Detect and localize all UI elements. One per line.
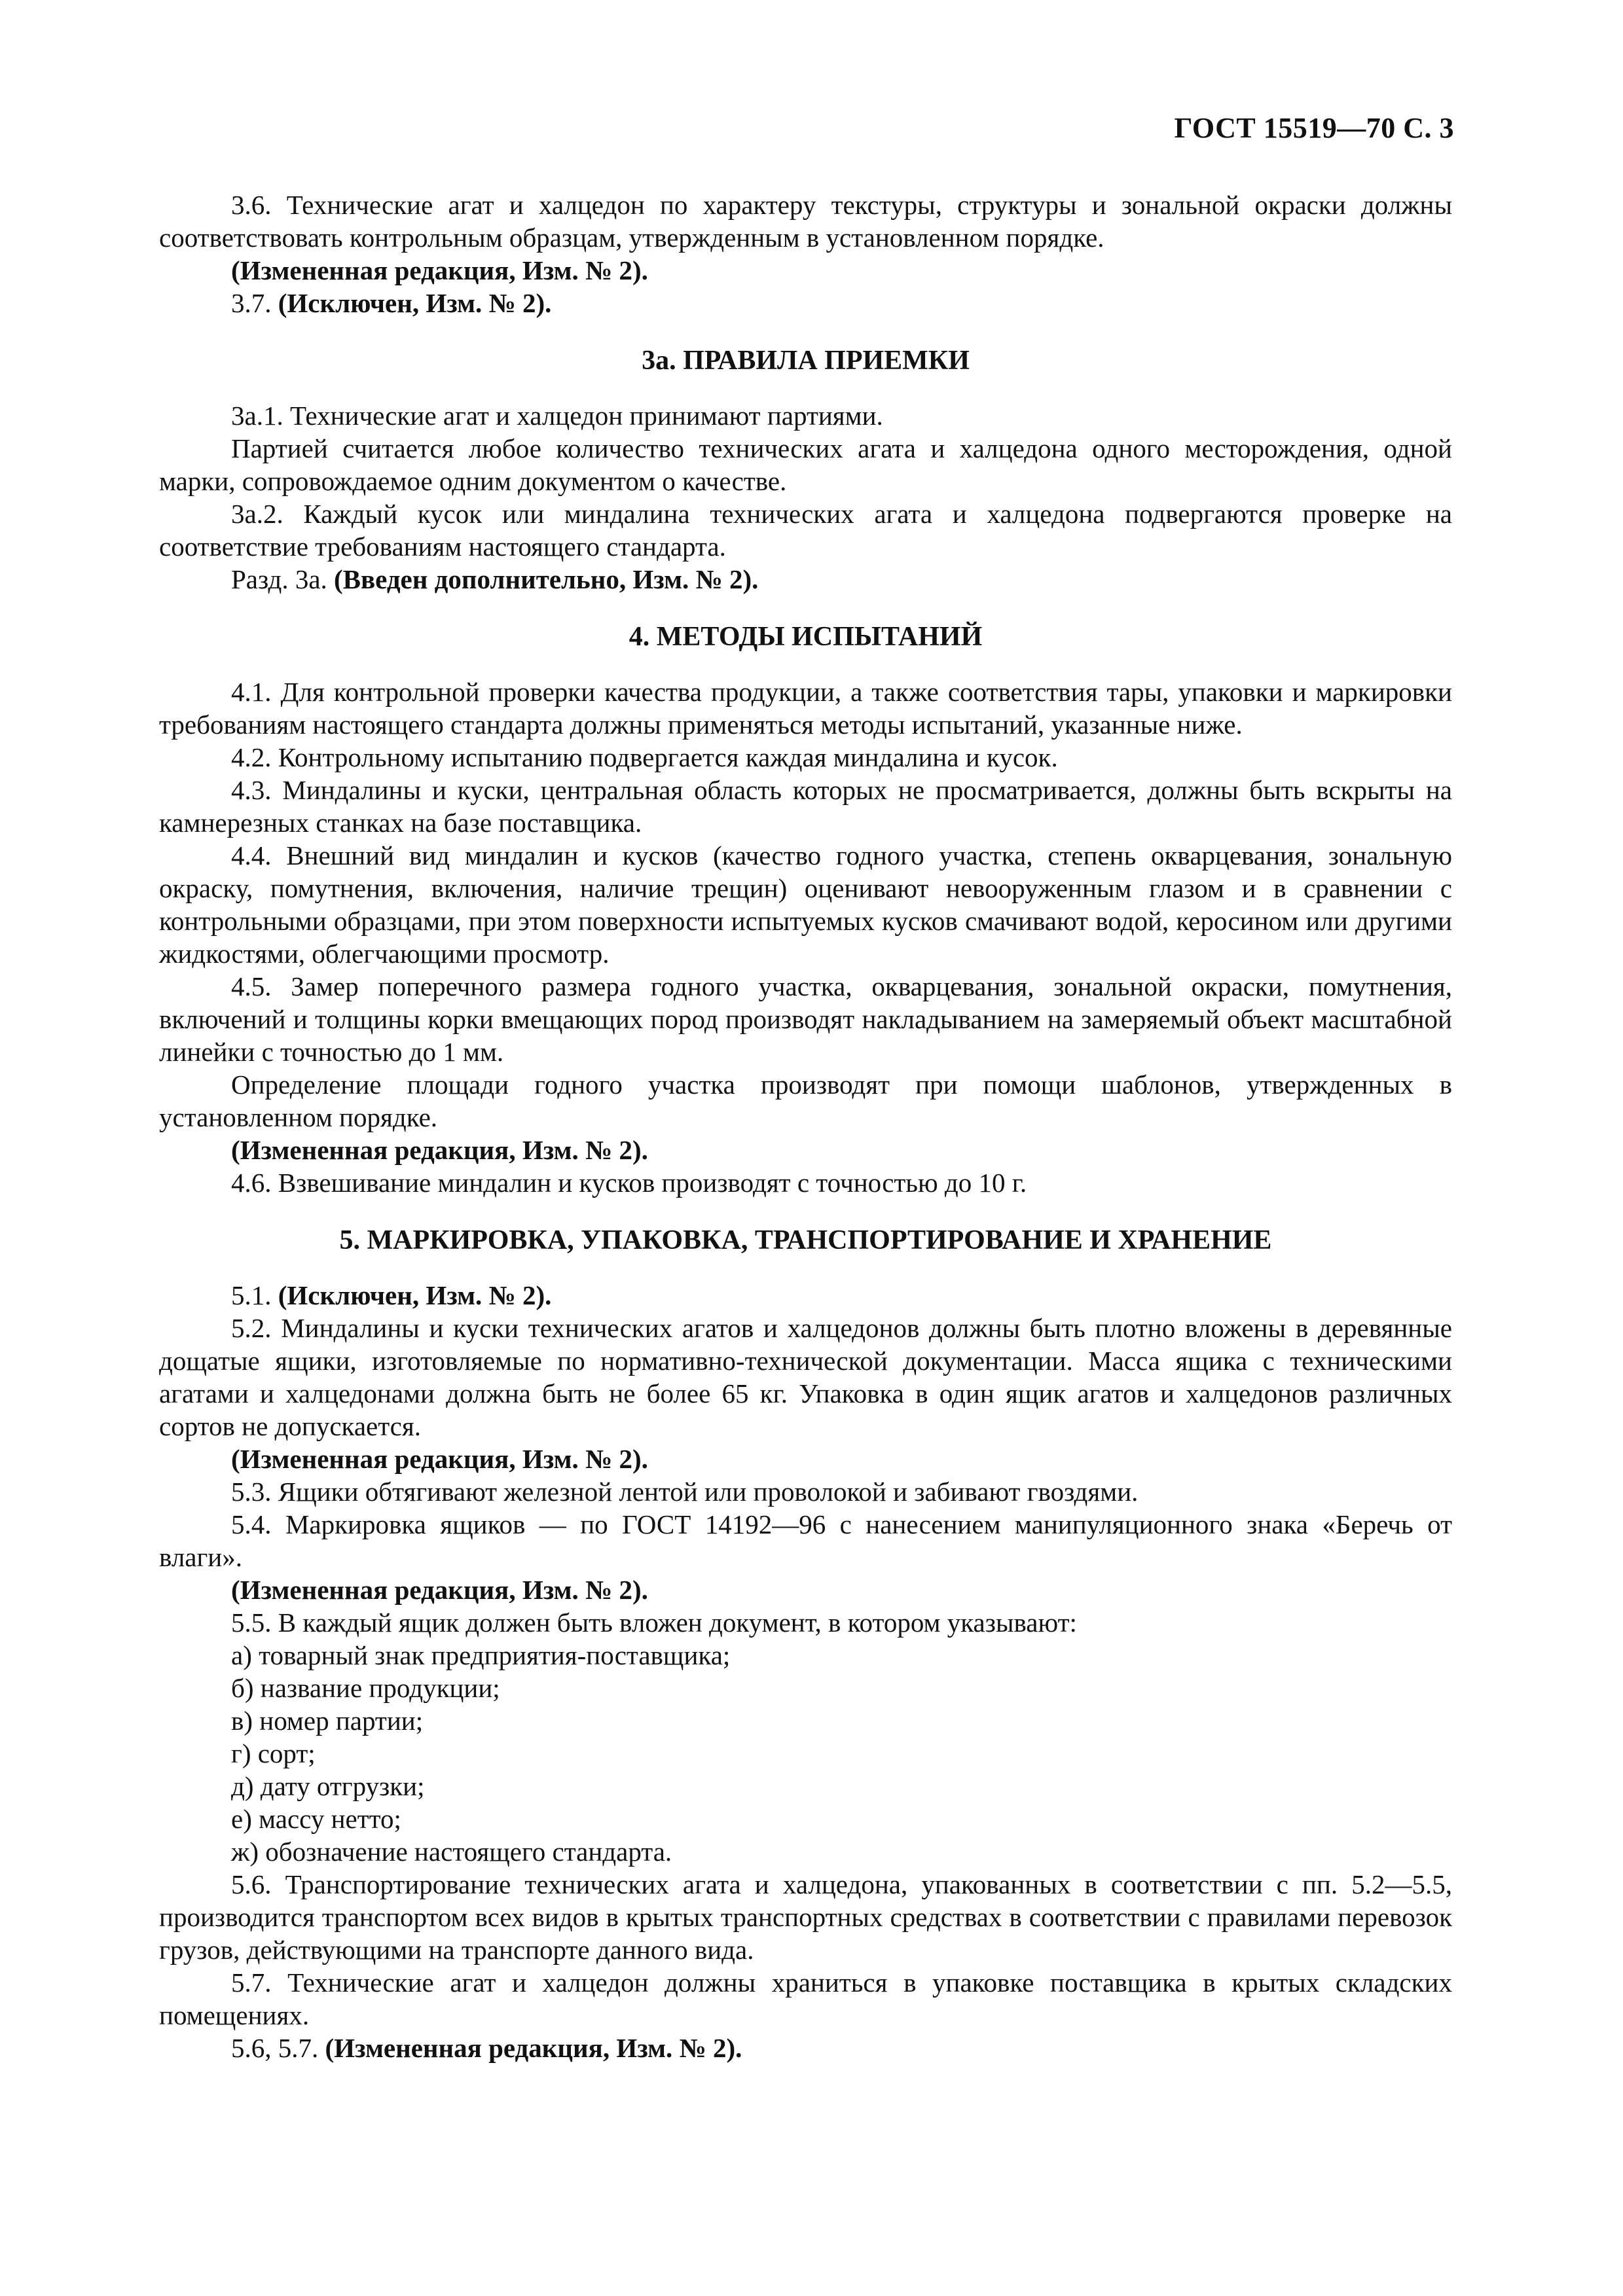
note-prefix: Разд. 3а. [231,564,335,594]
list-item: а) товарный знак предприятия-поставщика; [231,1640,731,1670]
clause-3-6: 3.6. Технические агат и халцедон по характеру текстуры, структуры и зональной окраски должны соответствовать контрольным образцам, утвержденным в установленном порядке. [159,190,1452,253]
clause-5-2: 5.2. Миндалины и куски технических агатов и халцедонов должны быть плотно вложены в деревянные дощатые ящики, изготовляемые по нормативно-технической документации. Масса ящика с техническими агатами и халцедонами должна быть не более 65 кг. Упаковка в один ящик агатов и халцедонов различных сортов не допускается. [159,1313,1452,1441]
section-heading-4: 4. МЕТОДЫ ИСПЫТАНИЙ [629,622,983,652]
amendment-note: (Измененная редакция, Изм. № 2). [325,2033,742,2063]
clause-number: 5.1. [231,1280,278,1310]
list-item: д) дату отгрузки; [231,1771,425,1801]
list-item: б) название продукции; [231,1673,500,1703]
clause-4-2: 4.2. Контрольному испытанию подвергается каждая миндалина и кусок. [231,742,1058,772]
list-item: г) сорт; [231,1738,316,1768]
amendment-note: (Измененная редакция, Изм. № 2). [231,1135,648,1165]
clause-4-3: 4.3. Миндалины и куски, центральная область которых не просматривается, должны быть вскрыты на камнерезных станках на базе поставщика. [159,775,1452,838]
clause-5-4: 5.4. Маркировка ящиков — по ГОСТ 14192—96 с нанесением манипуляционного знака «Беречь от влаги». [159,1509,1452,1572]
list-item: е) массу нетто; [231,1804,401,1834]
clause-5-1 [159,1279,1452,1312]
clause-4-4: 4.4. Внешний вид миндалин и кусков (качество годного участка, степень окварцевания, зональную окраску, помутнения, включения, наличие трещин) оценивают невооруженным глазом и в сравнении с контрольными образцами, при этом поверхности испытуемых кусков смачивают водой, керосином или другими жидкостями, облегчающими просмотр. [159,840,1452,969]
amendment-note: (Исключен, Изм. № 2). [278,288,552,318]
amendment-note: (Введен дополнительно, Изм. № 2). [334,564,759,594]
clause-3a-1: 3а.1. Технические агат и халцедон принимают партиями. [231,401,883,431]
clause-4-5: 4.5. Замер поперечного размера годного участка, окварцевания, зональной окраски, помутнения, включений и толщины корки вмещающих пород производят накладыванием на замеряемый объект масштабной линейки с точностью до 1 мм. [159,971,1452,1067]
clause-5-5: 5.5. В каждый ящик должен быть вложен документ, в котором указывают: [231,1607,1077,1638]
list-item: в) номер партии; [231,1706,424,1736]
list-item: ж) обозначение настоящего стандарта. [231,1837,672,1867]
clause-3-7 [159,287,1452,319]
amendment-note: (Измененная редакция, Изм. № 2). [231,1444,648,1474]
clauses-5-6-5-7-note [159,2032,1452,2064]
clause-5-6: 5.6. Транспортирование технических агата и халцедона, упакованных в соответствии с пп. 5.2—5.5, производится транспортом всех видов в крытых транспортных средствах в соответствии с правилами перевозок грузов, действующими на транспорте данного вида. [159,1869,1452,1965]
clause-5-7: 5.7. Технические агат и халцедон должны храниться в упаковке поставщика в крытых складских помещениях. [159,1967,1452,2030]
note-prefix: 5.6, 5.7. [231,2033,325,2063]
clause-number: 3.7. [231,288,278,318]
section-3a-note [159,563,1452,596]
amendment-note: (Измененная редакция, Изм. № 2). [231,1575,648,1605]
document-body [159,188,1452,2064]
clause-4-1: 4.1. Для контрольной проверки качества продукции, а также соответствия тары, упаковки и маркировки требованиям настоящего стандарта должны применяться методы испытаний, указанные ниже. [159,677,1452,740]
section-heading-3a: 3а. ПРАВИЛА ПРИЕМКИ [642,346,970,376]
amendment-note: (Измененная редакция, Изм. № 2). [231,255,648,285]
running-header: ГОСТ 15519—70 С. 3 [1174,112,1454,144]
clause-3a-1-cont: Партией считается любое количество технических агата и халцедона одного месторождения, одной марки, сопровождаемое одним документом о качестве. [159,433,1452,496]
section-heading-5: 5. МАРКИРОВКА, УПАКОВКА, ТРАНСПОРТИРОВАНИЕ И ХРАНЕНИЕ [339,1225,1272,1255]
amendment-note: (Исключен, Изм. № 2). [278,1280,552,1310]
clause-4-5-cont: Определение площади годного участка производят при помощи шаблонов, утвержденных в установленном порядке. [159,1069,1452,1132]
clause-5-3: 5.3. Ящики обтягивают железной лентой или проволокой и забивают гвоздями. [231,1477,1139,1507]
clause-4-6: 4.6. Взвешивание миндалин и кусков производят с точностью до 10 г. [231,1168,1027,1198]
clause-3a-2: 3а.2. Каждый кусок или миндалина технических агата и халцедона подвергаются проверке на соответствие требованиям настоящего стандарта. [159,499,1452,562]
